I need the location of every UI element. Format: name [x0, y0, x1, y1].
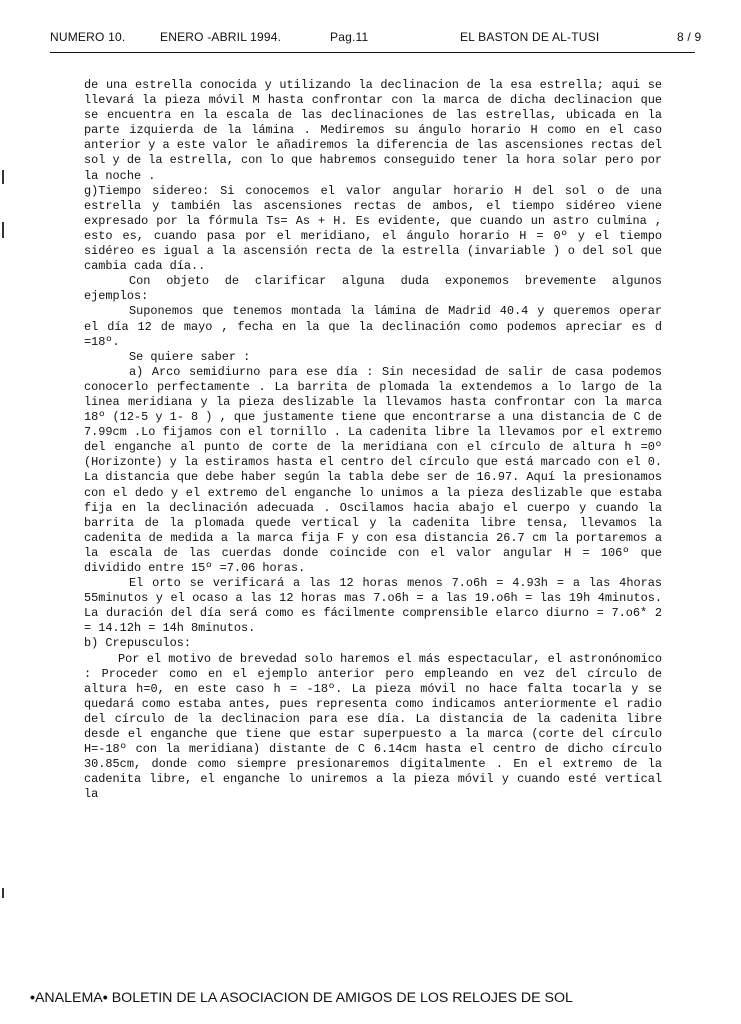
- paragraph: de una estrella conocida y utilizando la declinacion de la esa estrella; aqui se llevará la pieza móvil M hasta confrontar con la marca de dicha declinacion que se encuentra en la escala de las declinaciones de las estrellas, ubicada en la parte izquierda de la lámina . Mediremos su ángulo horario H como en el caso anterior y a este valor le añadiremos la diferencia de las ascensiones rectas del sol y de la estrella, con lo que habremos conseguido tener la hora solar pero por la noche .: [84, 78, 662, 183]
- paragraph: Por el motivo de brevedad solo haremos el más espectacular, el astronónomico : Proceder como en el ejemplo anterior pero empleando en vez del círculo de altura h=0, en este caso h = -18º. La pieza móvil no hace falta tocarla y se quedará como estaba antes, pues representa como indicamos anteriormente el radio del círculo de la declinacion para ese día. La distancia de la cadenita libre desde el enganche que tiene que estar superpuesto a la marca (corte del círculo H=-18º con la meridiana) distante de C 6.14cm hasta el centro de dicho círculo 30.85cm, donde como siempre presionaremos digitalmente . En el extremo de la cadenita libre, el enganche lo uniremos a la pieza móvil y cuando esté vertical la: [84, 651, 662, 802]
- article-title: EL BASTON DE AL-TUSI: [460, 30, 600, 44]
- paragraph: El orto se verificará a las 12 horas menos 7.o6h = 4.93h = a las 4horas 55minutos y el ocaso a las 12 horas mas 7.o6h = a las 19.o6h = las 19h 4minutos. La duración del día será como es fácilmente comprensible elarco diurno = 7.o6* 2 = 14.12h = 14h 8minutos.: [84, 576, 662, 636]
- scan-edge-mark: [2, 222, 4, 238]
- header-divider: [50, 52, 695, 53]
- paragraph: Con objeto de clarificar alguna duda exponemos brevemente algunos ejemplos:: [84, 274, 662, 304]
- paragraph: Suponemos que tenemos montada la lámina de Madrid 40.4 y queremos operar el día 12 de mayo , fecha en la que la declinación como podemos apreciar es d =18º.: [84, 304, 662, 349]
- page-header: [50, 30, 702, 50]
- issue-number: NUMERO 10.: [50, 30, 126, 44]
- article-body: [84, 78, 662, 803]
- paragraph: a) Arco semidiurno para ese día : Sin necesidad de salir de casa podemos conocerlo perfectamente . La barrita de plomada la extendemos a lo largo de la linea meridiana y la pieza deslizable la llevamos hasta confrontar con la marca 18º (12-5 y 1- 8 ) , que justamente tiene que encontrarse a una distancia de C de 7.99cm .Lo fijamos con el tornillo . La cadenita libre la llevamos por el extremo del enganche al punto de corte de la meridiana con el círculo de altura h =0º (Horizonte) y la estiramos hasta el centro del círculo que está marcado con el 0. La distancia que debe haber según la tabla debe ser de 16.97. Aquí la presionamos con el dedo y el extremo del enganche lo unimos a la pieza deslizable que estaba fija en la declinación adecuada . Oscilamos hacia abajo el cuerpo y cuando la barrita de la plomada quede vertical y la cadenita libre tensa, llevamos la cadenita de medida a la marca fija F y con esa distancia 26.7 cm la portaremos a la escala de las cuerdas donde coincide con el valor angular H = 106º que dividido entre 15º =7.06 horas.: [84, 364, 662, 575]
- paragraph: Se quiere saber :: [129, 349, 251, 364]
- paragraph: b) Crepusculos:: [84, 636, 192, 651]
- issue-date: ENERO -ABRIL 1994.: [160, 30, 282, 44]
- article-folio: 8 / 9: [677, 30, 702, 44]
- scan-edge-mark: [2, 888, 4, 898]
- paragraph: g)Tiempo sidereo: Si conocemos el valor angular horario H del sol o de una estrella y también las ascensiones rectas de ambos, el tiempo sidéreo viene expresado por la fórmula Ts= As + H. Es evidente, que cuando un astro culmina , esto es, cuando pasa por el meridiano, el ángulo horario H = 0º y el tiempo sidéreo es igual a la ascensión recta de la estrella (invariable ) o del sol que cambia cada día..: [84, 183, 662, 274]
- footer-bullet: •: [102, 990, 108, 1006]
- bulletin-name: BOLETIN DE LA ASOCIACION DE AMIGOS DE LOS RELOJES DE SOL: [111, 990, 573, 1006]
- journal-name: ANALEMA: [34, 990, 103, 1006]
- scan-edge-mark: [2, 170, 4, 184]
- page-number: Pag.11: [330, 30, 369, 44]
- page-footer: [30, 990, 710, 1010]
- footer-bullet: •: [30, 990, 35, 1006]
